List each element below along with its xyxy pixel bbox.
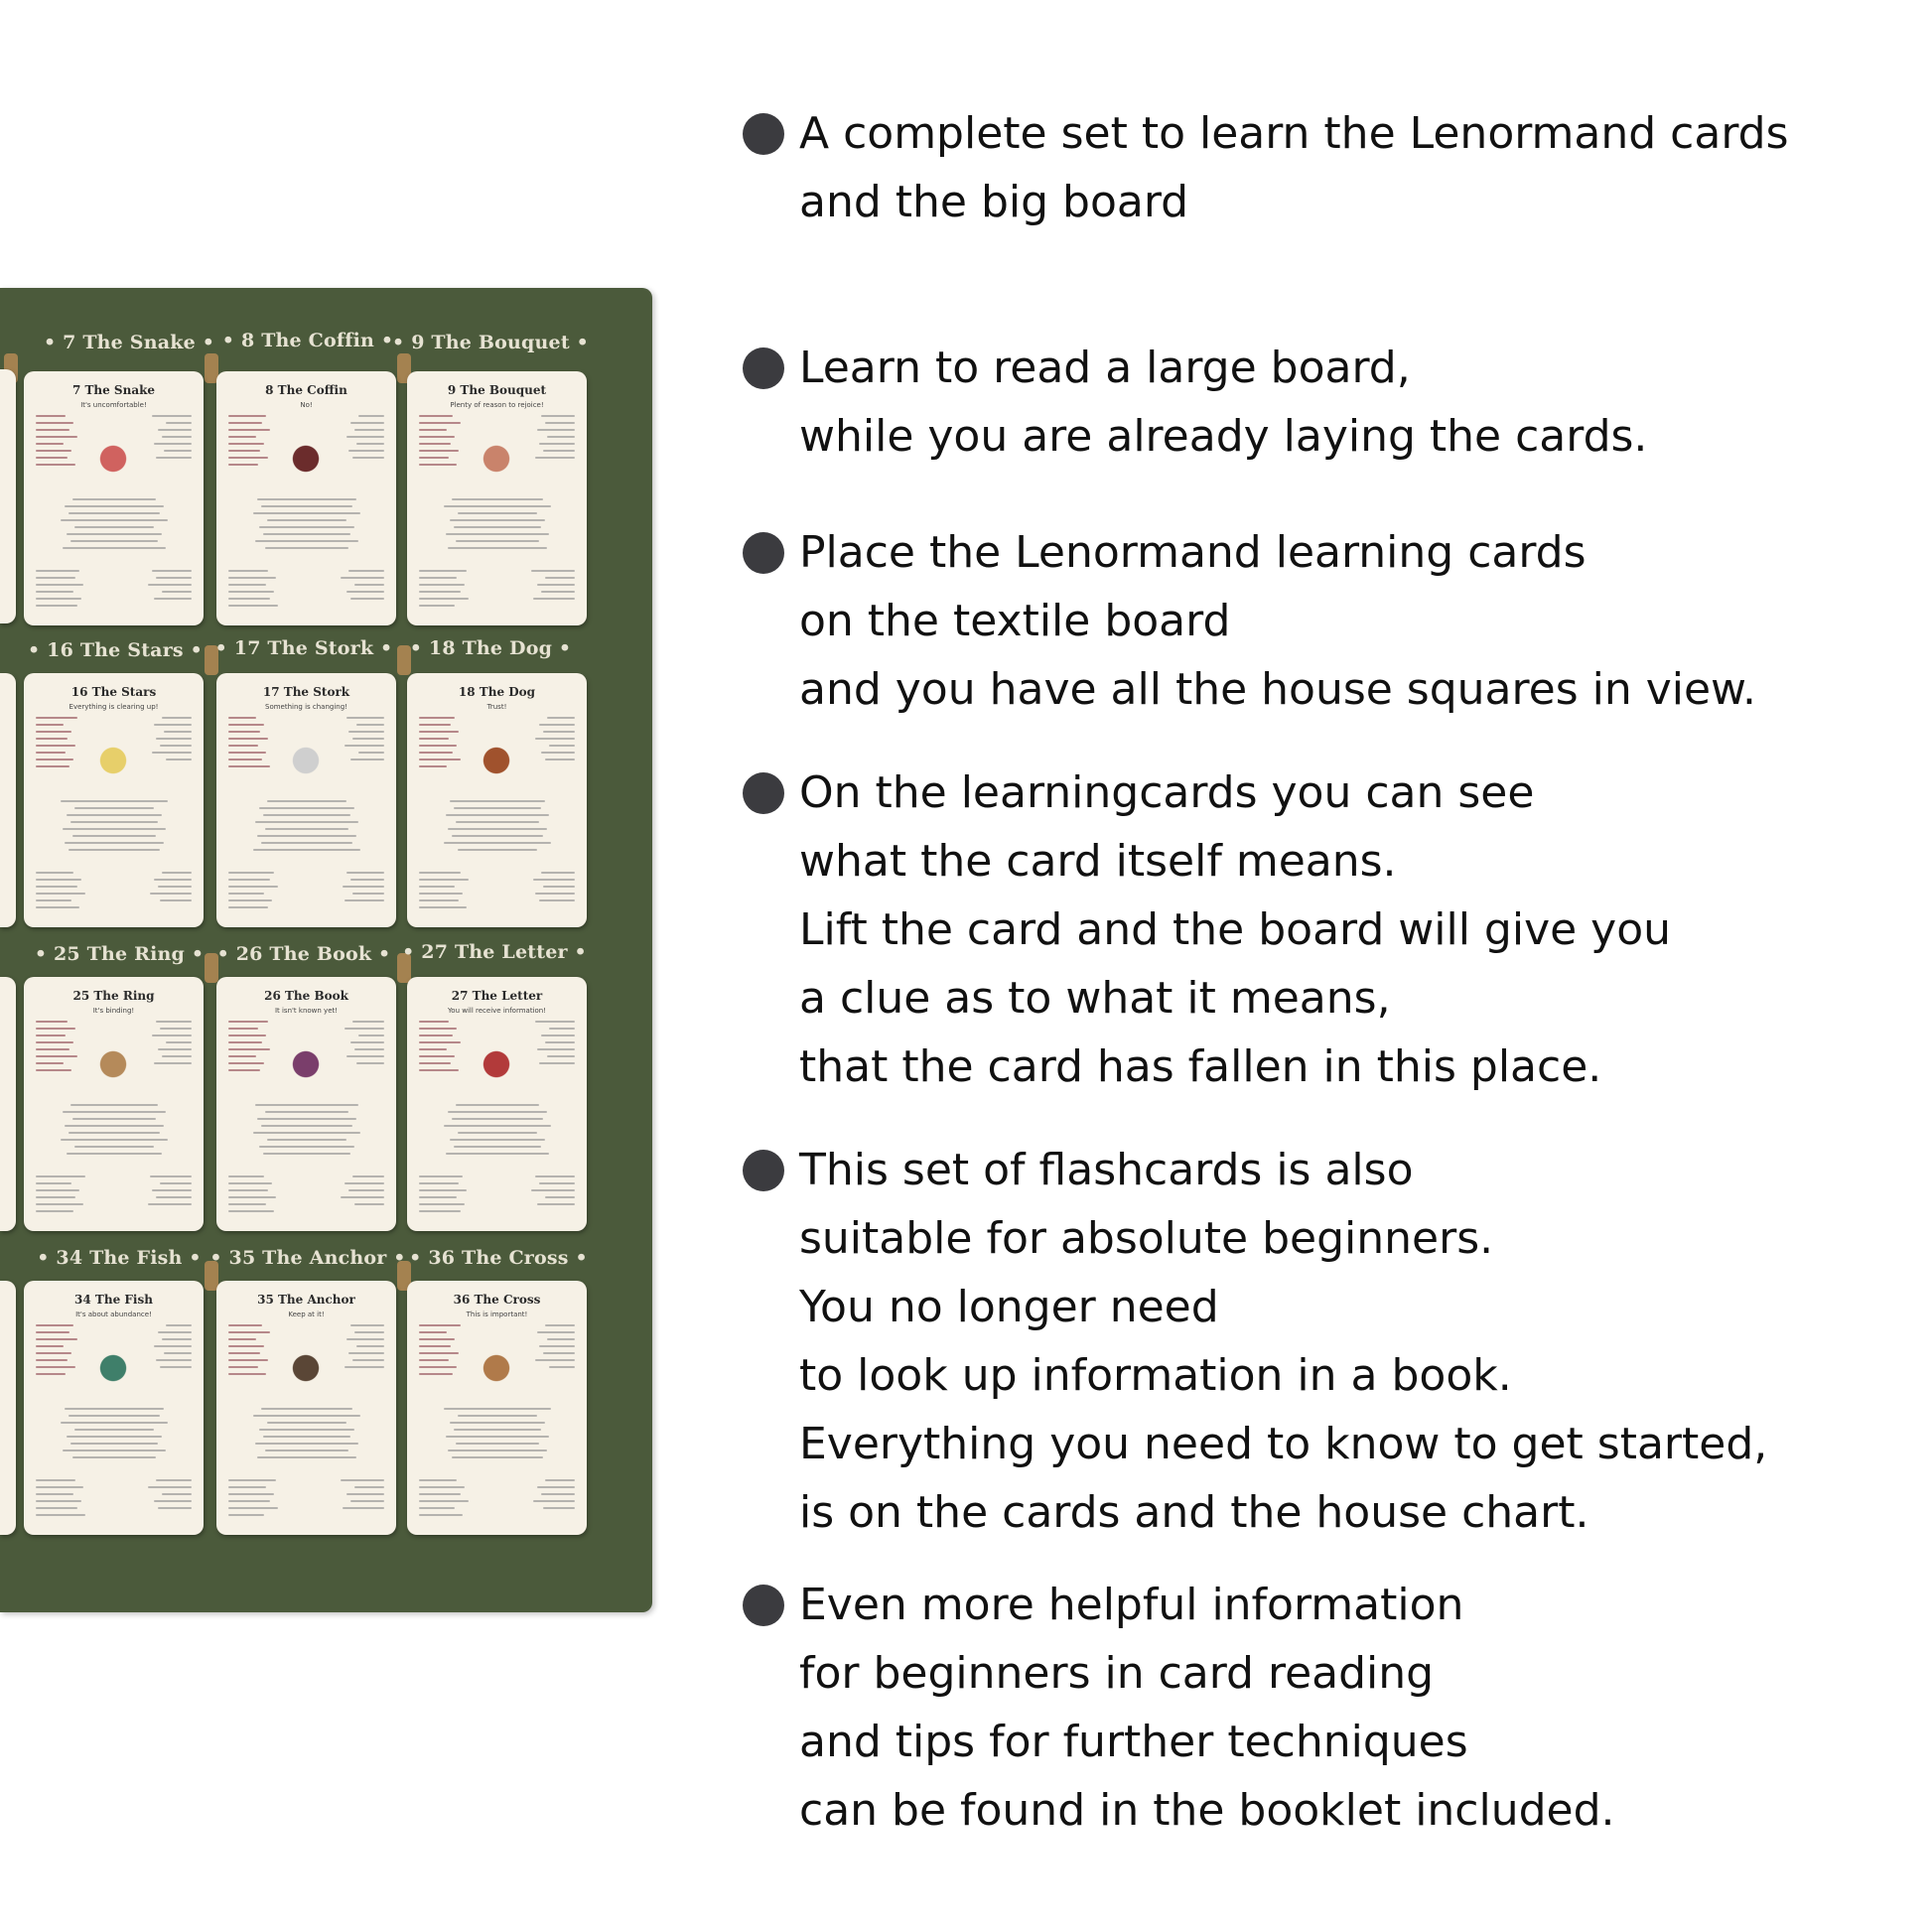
bullet-dot-icon [743, 532, 784, 574]
card-keywords-left [419, 415, 461, 471]
card-bottom-keywords-right [343, 872, 384, 906]
card-keywords-right [152, 1021, 192, 1069]
card-subtitle: You will receive information! [447, 1007, 547, 1015]
card-bottom-keywords-right [533, 872, 575, 906]
card-title: 35 The Anchor [257, 1293, 355, 1307]
card-keywords-right [535, 415, 575, 464]
card-title: 36 The Cross [453, 1293, 541, 1307]
ring-icon [83, 1035, 143, 1094]
card-meaning-block [429, 498, 565, 554]
card-keywords-left [228, 717, 270, 772]
card-title: 18 The Dog [458, 685, 536, 699]
feature-line: Lift the card and the board will give you [799, 904, 1672, 955]
feature-line: Learn to read a large board, [799, 343, 1411, 393]
square-heading: • 16 The Stars • [28, 639, 203, 661]
card-bottom-keywords [419, 570, 469, 612]
feature-line: is on the cards and the house chart. [799, 1487, 1589, 1538]
bullet-dot-icon [743, 347, 784, 389]
dog-icon [467, 731, 526, 790]
card-bottom-keywords [36, 1479, 85, 1521]
square-heading: • 17 The Stork • [214, 637, 393, 659]
bullet-dot-icon [743, 1150, 784, 1191]
square-heading: • 34 The Fish • [37, 1247, 202, 1269]
stork-icon [276, 731, 336, 790]
bullet-dot-icon [743, 113, 784, 155]
card-bottom-keywords-right [150, 872, 192, 906]
learning-card [216, 673, 396, 927]
square-heading: • 36 The Cross • [409, 1247, 588, 1269]
letter-icon [467, 1035, 526, 1094]
card-bottom-keywords-right [533, 1479, 575, 1514]
card-keywords-right [154, 1324, 192, 1373]
wreath-icon [467, 429, 526, 488]
card-keywords-left [228, 1324, 270, 1380]
learning-card [407, 673, 587, 927]
card-bottom-keywords [228, 872, 278, 913]
card-keywords-left [36, 415, 77, 471]
feature-text [799, 1571, 1615, 1845]
card-subtitle: This is important! [466, 1311, 528, 1318]
card-bottom-keywords [419, 1479, 469, 1521]
card-keywords-right [535, 1021, 575, 1069]
card-title: 17 The Stork [262, 685, 350, 699]
square-heading: • 35 The Anchor • [209, 1247, 406, 1269]
card-keywords-right [346, 415, 384, 464]
card-title: 9 The Bouquet [447, 383, 547, 397]
feature-line: A complete set to learn the Lenormand cards [799, 108, 1789, 159]
partial-card [0, 673, 16, 927]
card-meaning-block [238, 1408, 374, 1463]
card-meaning-block [238, 800, 374, 856]
card-keywords-left [36, 717, 77, 772]
learning-card [407, 977, 587, 1231]
card-meaning-block [46, 1104, 182, 1160]
card-bottom-keywords-right [148, 1175, 192, 1210]
square-heading: • 26 The Book • [216, 943, 391, 965]
feature-line: for beginners in card reading [799, 1648, 1435, 1699]
card-keywords-left [419, 1324, 461, 1380]
feature-line: You no longer need [799, 1282, 1219, 1332]
partial-card [0, 977, 16, 1231]
feature-line: Everything you need to know to get started, [799, 1419, 1768, 1469]
square-heading: • 7 The Snake • [43, 332, 215, 353]
card-bottom-keywords [228, 1175, 276, 1217]
learning-card [407, 1281, 587, 1535]
partial-card [0, 1281, 16, 1535]
feature-line: while you are already laying the cards. [799, 411, 1648, 462]
card-meaning-block [429, 1104, 565, 1160]
feature-line: and the big board [799, 177, 1189, 227]
card-keywords-left [228, 415, 270, 471]
feature-line: Even more helpful information [799, 1580, 1464, 1630]
learning-card [407, 371, 587, 625]
card-subtitle: It's uncomfortable! [80, 401, 147, 409]
card-keywords-right [535, 1324, 575, 1373]
card-keywords-right [535, 717, 575, 765]
feature-text [799, 334, 1647, 471]
card-title: 34 The Fish [74, 1293, 153, 1307]
feature-line: suitable for absolute beginners. [799, 1213, 1494, 1264]
partial-card [0, 369, 16, 623]
card-keywords-right [345, 1021, 384, 1069]
card-title: 27 The Letter [451, 989, 543, 1003]
cross-icon [467, 1338, 526, 1398]
card-keywords-right [152, 415, 192, 464]
card-bottom-keywords-right [148, 1479, 192, 1514]
card-bottom-keywords-right [531, 570, 575, 605]
feature-line: On the learningcards you can see [799, 767, 1535, 818]
square-heading: • 9 The Bouquet • [392, 332, 589, 353]
card-bottom-keywords-right [341, 570, 384, 605]
card-bottom-keywords [419, 1175, 467, 1217]
feature-line: a clue as to what it means, [799, 973, 1391, 1024]
square-heading: • 25 The Ring • [34, 943, 205, 965]
card-title: 16 The Stars [70, 685, 157, 699]
learning-card [216, 371, 396, 625]
learning-card [24, 1281, 204, 1535]
card-bottom-keywords-right [341, 1479, 384, 1514]
card-title: 7 The Snake [71, 383, 156, 397]
feature-line: This set of flashcards is also [799, 1145, 1414, 1195]
card-bottom-keywords [228, 570, 278, 612]
fish-icon [83, 1338, 143, 1398]
card-keywords-right [152, 717, 192, 765]
card-meaning-block [238, 1104, 374, 1160]
learning-card [24, 371, 204, 625]
learning-card [24, 977, 204, 1231]
card-keywords-left [228, 1021, 270, 1076]
feature-line: to look up information in a book. [799, 1350, 1512, 1401]
square-heading: • 18 The Dog • [409, 637, 572, 659]
square-heading: • 8 The Coffin • [221, 330, 394, 351]
bullet-dot-icon [743, 772, 784, 814]
card-meaning-block [46, 498, 182, 554]
card-bottom-keywords [228, 1479, 278, 1521]
card-subtitle: Plenty of reason to rejoice! [450, 401, 544, 409]
card-subtitle: Keep at it! [288, 1311, 325, 1318]
card-meaning-block [238, 498, 374, 554]
card-subtitle: Everything is clearing up! [69, 703, 159, 711]
feature-line: that the card has fallen in this place. [799, 1041, 1602, 1092]
card-subtitle: No! [300, 401, 313, 409]
card-subtitle: Something is changing! [265, 703, 347, 711]
feature-line: can be found in the booklet included. [799, 1785, 1615, 1836]
feature-line: and tips for further techniques [799, 1717, 1468, 1767]
card-title: 26 The Book [264, 989, 348, 1003]
learning-card [216, 1281, 396, 1535]
card-meaning-block [46, 1408, 182, 1463]
snake-icon [83, 429, 143, 488]
card-keywords-left [36, 1324, 77, 1380]
card-keywords-left [419, 717, 461, 772]
feature-line: what the card itself means. [799, 836, 1397, 887]
learning-card [24, 673, 204, 927]
card-bottom-keywords-right [341, 1175, 384, 1210]
card-keywords-left [36, 1021, 77, 1076]
card-subtitle: It isn't known yet! [274, 1007, 339, 1015]
square-heading: • 27 The Letter • [402, 941, 587, 963]
book-icon [276, 1035, 336, 1094]
card-bottom-keywords [419, 872, 469, 913]
feature-line: Place the Lenormand learning cards [799, 527, 1587, 578]
card-bottom-keywords [36, 1175, 85, 1217]
card-title: 25 The Ring [72, 989, 155, 1003]
card-bottom-keywords [36, 872, 85, 913]
card-bottom-keywords-right [531, 1175, 575, 1210]
feature-text [799, 99, 1789, 236]
card-keywords-right [345, 717, 384, 765]
lenormand-textile-board [0, 288, 652, 1612]
feature-text [799, 1136, 1767, 1547]
card-bottom-keywords-right [148, 570, 192, 605]
card-meaning-block [429, 1408, 565, 1463]
feature-text [799, 759, 1671, 1101]
card-subtitle: It's binding! [92, 1007, 135, 1015]
card-keywords-left [419, 1021, 461, 1076]
learning-card [216, 977, 396, 1231]
feature-line: and you have all the house squares in view. [799, 664, 1756, 715]
card-meaning-block [46, 800, 182, 856]
card-subtitle: Trust! [486, 703, 507, 711]
card-title: 8 The Coffin [265, 383, 347, 397]
anchor-icon [276, 1338, 336, 1398]
card-bottom-keywords [36, 570, 83, 612]
feature-line: on the textile board [799, 596, 1231, 646]
card-subtitle: It's about abundance! [75, 1311, 152, 1318]
coffin-icon [276, 429, 336, 488]
stars-icon [83, 731, 143, 790]
card-meaning-block [429, 800, 565, 856]
feature-text [799, 518, 1756, 724]
card-keywords-right [345, 1324, 384, 1373]
bullet-dot-icon [743, 1585, 784, 1626]
